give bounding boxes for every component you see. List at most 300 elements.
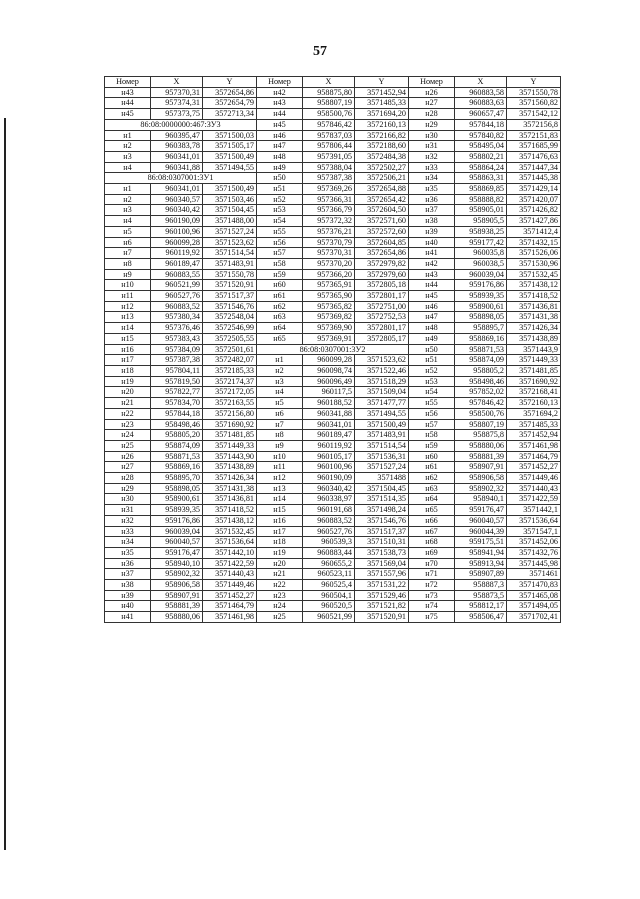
y-coordinate-cell: 3571523,62 — [355, 355, 409, 366]
point-number-cell: н55 — [257, 226, 303, 237]
point-number-cell: н23 — [105, 419, 151, 430]
x-coordinate-cell: 960883,63 — [455, 98, 507, 109]
y-coordinate-cell: 3571449,33 — [203, 440, 257, 451]
x-coordinate-cell: 960099,28 — [303, 355, 355, 366]
x-coordinate-cell: 958907,91 — [455, 462, 507, 473]
margin-line — [4, 118, 6, 850]
x-coordinate-cell: 958941,94 — [455, 547, 507, 558]
y-coordinate-cell: 3571531,22 — [355, 580, 409, 591]
x-coordinate-cell: 960527,76 — [303, 526, 355, 537]
point-number-cell: н43 — [257, 98, 303, 109]
x-coordinate-cell: 958905,01 — [455, 205, 507, 216]
point-number-cell: н50 — [409, 344, 455, 355]
point-number-cell: н62 — [409, 473, 455, 484]
point-number-cell: н44 — [409, 280, 455, 291]
point-number-cell: н38 — [105, 580, 151, 591]
table-row — [105, 398, 561, 409]
table-row — [105, 323, 561, 334]
point-number-cell: н46 — [409, 301, 455, 312]
point-number-cell: н13 — [257, 483, 303, 494]
table-row — [105, 590, 561, 601]
point-number-cell: н65 — [409, 505, 455, 516]
y-coordinate-cell: 3572160,13 — [507, 398, 561, 409]
point-number-cell: н49 — [257, 162, 303, 173]
table-row — [105, 344, 561, 355]
y-coordinate-cell: 3571690,92 — [507, 376, 561, 387]
y-coordinate-cell: 3571557,96 — [355, 569, 409, 580]
point-number-cell: н11 — [105, 291, 151, 302]
y-coordinate-cell: 3571498,24 — [355, 505, 409, 516]
x-coordinate-cell: 960190,09 — [151, 216, 203, 227]
y-coordinate-cell: 3572156,80 — [203, 408, 257, 419]
point-number-cell: н18 — [257, 537, 303, 548]
x-coordinate-cell: 958913,94 — [455, 558, 507, 569]
point-number-cell: н36 — [409, 194, 455, 205]
x-coordinate-cell: 960340,42 — [151, 205, 203, 216]
y-coordinate-cell: 3571532,45 — [203, 526, 257, 537]
y-coordinate-cell: 3571488,00 — [203, 216, 257, 227]
table-row — [105, 205, 561, 216]
x-coordinate-cell: 957819,50 — [151, 376, 203, 387]
x-coordinate-cell: 960521,99 — [151, 280, 203, 291]
point-number-cell: н16 — [105, 344, 151, 355]
point-number-cell: н70 — [409, 558, 455, 569]
y-coordinate-cell: 3571442,10 — [203, 547, 257, 558]
x-coordinate-cell: 958875,8 — [455, 430, 507, 441]
x-coordinate-cell: 960040,57 — [455, 515, 507, 526]
point-number-cell: н18 — [105, 365, 151, 376]
point-number-cell: н45 — [105, 109, 151, 120]
x-coordinate-cell: 958907,89 — [455, 569, 507, 580]
point-number-cell: н6 — [105, 237, 151, 248]
y-coordinate-cell: 3571483,91 — [203, 258, 257, 269]
point-number-cell: н13 — [105, 312, 151, 323]
x-coordinate-cell: 960096,49 — [303, 376, 355, 387]
y-coordinate-cell: 3571503,46 — [203, 194, 257, 205]
y-coordinate-cell: 3572168,41 — [507, 387, 561, 398]
point-number-cell: н54 — [257, 216, 303, 227]
x-coordinate-cell: 958938,25 — [455, 226, 507, 237]
y-coordinate-cell: 3571520,91 — [355, 612, 409, 623]
point-number-cell: н34 — [409, 173, 455, 184]
point-number-cell: н21 — [257, 569, 303, 580]
table-row — [105, 162, 561, 173]
y-coordinate-cell: 3572506,21 — [355, 173, 409, 184]
table-row — [105, 569, 561, 580]
x-coordinate-cell: 960340,42 — [303, 483, 355, 494]
point-number-cell: н39 — [105, 590, 151, 601]
x-coordinate-cell: 958906,58 — [151, 580, 203, 591]
y-coordinate-cell: 3572185,33 — [203, 365, 257, 376]
header-x-2: X — [303, 77, 355, 88]
x-coordinate-cell: 958495,04 — [455, 141, 507, 152]
y-coordinate-cell: 3571449,46 — [203, 580, 257, 591]
y-coordinate-cell: 3572654,88 — [355, 184, 409, 195]
x-coordinate-cell: 960188,52 — [303, 398, 355, 409]
x-coordinate-cell: 959176,86 — [151, 515, 203, 526]
x-coordinate-cell: 958888,82 — [455, 194, 507, 205]
y-coordinate-cell: 3571461,98 — [507, 440, 561, 451]
header-number-2: Номер — [257, 77, 303, 88]
point-number-cell: н22 — [257, 580, 303, 591]
table-row — [105, 365, 561, 376]
point-number-cell: н10 — [105, 280, 151, 291]
point-number-cell: н28 — [105, 473, 151, 484]
y-coordinate-cell: 3571560,82 — [507, 98, 561, 109]
point-number-cell: н30 — [409, 130, 455, 141]
y-coordinate-cell: 3571538,73 — [355, 547, 409, 558]
x-coordinate-cell: 957840,82 — [455, 130, 507, 141]
y-coordinate-cell: 3571452,94 — [355, 87, 409, 98]
x-coordinate-cell: 957366,20 — [303, 269, 355, 280]
x-coordinate-cell: 957369,91 — [303, 333, 355, 344]
x-coordinate-cell: 958871,53 — [455, 344, 507, 355]
table-row — [105, 526, 561, 537]
point-number-cell: н20 — [257, 558, 303, 569]
y-coordinate-cell: 3572752,53 — [355, 312, 409, 323]
point-number-cell: н66 — [409, 515, 455, 526]
coordinates-table — [104, 76, 561, 623]
x-coordinate-cell: 960883,58 — [455, 87, 507, 98]
y-coordinate-cell: 3572654,86 — [355, 248, 409, 259]
y-coordinate-cell: 3571546,76 — [355, 515, 409, 526]
y-coordinate-cell: 3571514,35 — [355, 494, 409, 505]
table-row — [105, 141, 561, 152]
x-coordinate-cell: 957370,31 — [303, 248, 355, 259]
header-y-3: Y — [507, 77, 561, 88]
table-body — [105, 87, 561, 622]
y-coordinate-cell: 3571438,89 — [507, 333, 561, 344]
table-row — [105, 301, 561, 312]
y-coordinate-cell: 3572482,07 — [203, 355, 257, 366]
y-coordinate-cell: 3571488 — [355, 473, 409, 484]
point-number-cell: н34 — [105, 537, 151, 548]
y-coordinate-cell: 3572163,55 — [203, 398, 257, 409]
point-number-cell: н24 — [105, 430, 151, 441]
y-coordinate-cell: 3572572,60 — [355, 226, 409, 237]
y-coordinate-cell: 3571514,54 — [203, 248, 257, 259]
x-coordinate-cell: 957384,09 — [151, 344, 203, 355]
parcel-header-cell: 86:08:0307001:3У1 — [105, 173, 257, 184]
y-coordinate-cell: 3571536,64 — [507, 515, 561, 526]
table-row — [105, 612, 561, 623]
x-coordinate-cell: 958900,61 — [151, 494, 203, 505]
x-coordinate-cell: 960038,5 — [455, 258, 507, 269]
x-coordinate-cell: 958864,24 — [455, 162, 507, 173]
point-number-cell: н45 — [257, 119, 303, 130]
point-number-cell: н64 — [257, 323, 303, 334]
x-coordinate-cell: 960105,17 — [303, 451, 355, 462]
x-coordinate-cell: 958939,35 — [151, 505, 203, 516]
y-coordinate-cell: 3571518,29 — [355, 376, 409, 387]
x-coordinate-cell: 958875,80 — [303, 87, 355, 98]
point-number-cell: н39 — [409, 226, 455, 237]
y-coordinate-cell: 3571485,33 — [507, 419, 561, 430]
point-number-cell: н36 — [105, 558, 151, 569]
point-number-cell: н19 — [257, 547, 303, 558]
point-number-cell: н29 — [105, 483, 151, 494]
y-coordinate-cell: 3571449,46 — [507, 473, 561, 484]
x-coordinate-cell: 960341,88 — [151, 162, 203, 173]
point-number-cell: н3 — [105, 205, 151, 216]
x-coordinate-cell: 957834,70 — [151, 398, 203, 409]
point-number-cell: н38 — [409, 216, 455, 227]
x-coordinate-cell: 958880,06 — [455, 440, 507, 451]
x-coordinate-cell: 960341,88 — [303, 408, 355, 419]
x-coordinate-cell: 957370,20 — [303, 258, 355, 269]
y-coordinate-cell: 3571438,12 — [507, 280, 561, 291]
y-coordinate-cell: 3571481,85 — [203, 430, 257, 441]
point-number-cell: н64 — [409, 494, 455, 505]
y-coordinate-cell: 3571546,76 — [203, 301, 257, 312]
point-number-cell: н37 — [105, 569, 151, 580]
point-number-cell: н15 — [105, 333, 151, 344]
table-row — [105, 547, 561, 558]
header-number-3: Номер — [409, 77, 455, 88]
y-coordinate-cell: 3572188,60 — [355, 141, 409, 152]
x-coordinate-cell: 958506,47 — [455, 612, 507, 623]
x-coordinate-cell: 960539,3 — [303, 537, 355, 548]
x-coordinate-cell: 960040,57 — [151, 537, 203, 548]
y-coordinate-cell: 3572604,50 — [355, 205, 409, 216]
x-coordinate-cell: 957369,90 — [303, 323, 355, 334]
x-coordinate-cell: 960119,92 — [303, 440, 355, 451]
y-coordinate-cell: 3571500,49 — [203, 151, 257, 162]
y-coordinate-cell: 3572501,61 — [203, 344, 257, 355]
x-coordinate-cell: 957822,77 — [151, 387, 203, 398]
y-coordinate-cell: 3572713,34 — [203, 109, 257, 120]
point-number-cell: н52 — [409, 365, 455, 376]
point-number-cell: н43 — [105, 87, 151, 98]
y-coordinate-cell: 3571530,96 — [507, 258, 561, 269]
point-number-cell: н51 — [409, 355, 455, 366]
point-number-cell: н50 — [257, 173, 303, 184]
x-coordinate-cell: 958940,10 — [151, 558, 203, 569]
point-number-cell: н54 — [409, 387, 455, 398]
y-coordinate-cell: 3571547,1 — [507, 526, 561, 537]
table-row — [105, 419, 561, 430]
y-coordinate-cell: 3571520,91 — [203, 280, 257, 291]
y-coordinate-cell: 3571422,59 — [507, 494, 561, 505]
table-row — [105, 98, 561, 109]
x-coordinate-cell: 958802,21 — [455, 151, 507, 162]
point-number-cell: н53 — [257, 205, 303, 216]
y-coordinate-cell: 3571477,77 — [355, 398, 409, 409]
y-coordinate-cell: 3571526,06 — [507, 248, 561, 259]
point-number-cell: н57 — [257, 248, 303, 259]
y-coordinate-cell: 3572160,13 — [355, 119, 409, 130]
x-coordinate-cell: 960190,09 — [303, 473, 355, 484]
x-coordinate-cell: 959176,47 — [455, 505, 507, 516]
y-coordinate-cell: 3571442,1 — [507, 505, 561, 516]
x-coordinate-cell: 957387,38 — [303, 173, 355, 184]
point-number-cell: н8 — [105, 258, 151, 269]
table-row — [105, 173, 561, 184]
y-coordinate-cell: 3571521,82 — [355, 601, 409, 612]
y-coordinate-cell: 3571522,46 — [355, 365, 409, 376]
y-coordinate-cell: 3571542,12 — [507, 109, 561, 120]
x-coordinate-cell: 957365,90 — [303, 291, 355, 302]
parcel-header-cell: 86:08:0307001:3У2 — [257, 344, 409, 355]
x-coordinate-cell: 958869,16 — [151, 462, 203, 473]
point-number-cell: н10 — [257, 451, 303, 462]
y-coordinate-cell: 3571550,78 — [507, 87, 561, 98]
point-number-cell: н67 — [409, 526, 455, 537]
x-coordinate-cell: 960340,57 — [151, 194, 203, 205]
table-row — [105, 216, 561, 227]
y-coordinate-cell: 3572571,60 — [355, 216, 409, 227]
y-coordinate-cell: 3572751,00 — [355, 301, 409, 312]
point-number-cell: н2 — [105, 194, 151, 205]
point-number-cell: н68 — [409, 537, 455, 548]
x-coordinate-cell: 957370,79 — [303, 237, 355, 248]
point-number-cell: н19 — [105, 376, 151, 387]
table-row — [105, 451, 561, 462]
x-coordinate-cell: 957804,11 — [151, 365, 203, 376]
y-coordinate-cell: 3571436,81 — [507, 301, 561, 312]
x-coordinate-cell: 958807,19 — [303, 98, 355, 109]
y-coordinate-cell: 3571445,38 — [507, 173, 561, 184]
header-x-1: X — [151, 77, 203, 88]
table-row — [105, 440, 561, 451]
table-row — [105, 119, 561, 130]
point-number-cell: н63 — [257, 312, 303, 323]
y-coordinate-cell: 3571536,64 — [203, 537, 257, 548]
point-number-cell: н40 — [409, 237, 455, 248]
point-number-cell: н32 — [409, 151, 455, 162]
point-number-cell: н2 — [257, 365, 303, 376]
point-number-cell: н61 — [409, 462, 455, 473]
x-coordinate-cell: 957374,31 — [151, 98, 203, 109]
point-number-cell: н7 — [105, 248, 151, 259]
point-number-cell: н48 — [409, 323, 455, 334]
point-number-cell: н65 — [257, 333, 303, 344]
x-coordinate-cell: 958881,39 — [151, 601, 203, 612]
x-coordinate-cell: 958874,09 — [151, 440, 203, 451]
y-coordinate-cell: 3571527,24 — [355, 462, 409, 473]
y-coordinate-cell: 3571464,79 — [203, 601, 257, 612]
table-row — [105, 494, 561, 505]
y-coordinate-cell: 3572654,79 — [203, 98, 257, 109]
x-coordinate-cell: 957844,18 — [151, 408, 203, 419]
x-coordinate-cell: 957391,05 — [303, 151, 355, 162]
point-number-cell: н52 — [257, 194, 303, 205]
point-number-cell: н1 — [105, 184, 151, 195]
x-coordinate-cell: 958907,91 — [151, 590, 203, 601]
point-number-cell: н29 — [409, 119, 455, 130]
y-coordinate-cell: 3571485,33 — [355, 98, 409, 109]
point-number-cell: н42 — [257, 87, 303, 98]
table-row — [105, 376, 561, 387]
x-coordinate-cell: 960191,68 — [303, 505, 355, 516]
y-coordinate-cell: 3571510,31 — [355, 537, 409, 548]
y-coordinate-cell: 3571420,07 — [507, 194, 561, 205]
x-coordinate-cell: 960341,01 — [303, 419, 355, 430]
point-number-cell: н24 — [257, 601, 303, 612]
y-coordinate-cell: 3571447,34 — [507, 162, 561, 173]
x-coordinate-cell: 958498,46 — [455, 376, 507, 387]
point-number-cell: н44 — [257, 109, 303, 120]
y-coordinate-cell: 3571481,85 — [507, 365, 561, 376]
table-row — [105, 312, 561, 323]
x-coordinate-cell: 958902,32 — [455, 483, 507, 494]
point-number-cell: н57 — [409, 419, 455, 430]
point-number-cell: н47 — [409, 312, 455, 323]
point-number-cell: н14 — [257, 494, 303, 505]
table-row — [105, 430, 561, 441]
x-coordinate-cell: 957369,82 — [303, 312, 355, 323]
point-number-cell: н56 — [257, 237, 303, 248]
y-coordinate-cell: 3571569,04 — [355, 558, 409, 569]
y-coordinate-cell: 3571529,46 — [355, 590, 409, 601]
y-coordinate-cell: 3572502,27 — [355, 162, 409, 173]
header-x-3: X — [455, 77, 507, 88]
x-coordinate-cell: 957844,18 — [455, 119, 507, 130]
point-number-cell: н62 — [257, 301, 303, 312]
point-number-cell: н16 — [257, 515, 303, 526]
x-coordinate-cell: 960383,78 — [151, 141, 203, 152]
point-number-cell: н4 — [257, 387, 303, 398]
x-coordinate-cell: 960527,76 — [151, 291, 203, 302]
table-row — [105, 269, 561, 280]
x-coordinate-cell: 960100,96 — [151, 226, 203, 237]
x-coordinate-cell: 958874,09 — [455, 355, 507, 366]
x-coordinate-cell: 958895,7 — [455, 323, 507, 334]
point-number-cell: н49 — [409, 333, 455, 344]
y-coordinate-cell: 3571426,82 — [507, 205, 561, 216]
x-coordinate-cell: 960883,52 — [151, 301, 203, 312]
parcel-header-cell: 86:08:0000000:467:ЗУ3 — [105, 119, 257, 130]
point-number-cell: н73 — [409, 590, 455, 601]
y-coordinate-cell: 3571470,83 — [507, 580, 561, 591]
point-number-cell: н26 — [105, 451, 151, 462]
y-coordinate-cell: 3572505,55 — [203, 333, 257, 344]
y-coordinate-cell: 3571431,38 — [507, 312, 561, 323]
y-coordinate-cell: 3571500,03 — [203, 130, 257, 141]
page-number: 57 — [313, 44, 327, 59]
y-coordinate-cell: 3571431,38 — [203, 483, 257, 494]
table-row — [105, 109, 561, 120]
table-row — [105, 537, 561, 548]
y-coordinate-cell: 3571505,17 — [203, 141, 257, 152]
point-number-cell: н41 — [409, 248, 455, 259]
x-coordinate-cell: 958498,46 — [151, 419, 203, 430]
x-coordinate-cell: 958805,20 — [151, 430, 203, 441]
y-coordinate-cell: 3571452,06 — [507, 537, 561, 548]
x-coordinate-cell: 960098,74 — [303, 365, 355, 376]
y-coordinate-cell: 3571426,34 — [203, 473, 257, 484]
x-coordinate-cell: 957366,31 — [303, 194, 355, 205]
x-coordinate-cell: 957365,91 — [303, 280, 355, 291]
x-coordinate-cell: 960039,04 — [151, 526, 203, 537]
y-coordinate-cell: 3571412,4 — [507, 226, 561, 237]
y-coordinate-cell: 3571702,41 — [507, 612, 561, 623]
y-coordinate-cell: 3571443,9 — [507, 344, 561, 355]
x-coordinate-cell: 957387,38 — [151, 355, 203, 366]
y-coordinate-cell: 3571443,90 — [203, 451, 257, 462]
y-coordinate-cell: 3571483,91 — [355, 430, 409, 441]
point-number-cell: н58 — [257, 258, 303, 269]
x-coordinate-cell: 959176,86 — [455, 280, 507, 291]
point-number-cell: н14 — [105, 323, 151, 334]
x-coordinate-cell: 957376,21 — [303, 226, 355, 237]
y-coordinate-cell: 3571445,98 — [507, 558, 561, 569]
table-row — [105, 408, 561, 419]
x-coordinate-cell: 960521,99 — [303, 612, 355, 623]
x-coordinate-cell: 958500,76 — [455, 408, 507, 419]
x-coordinate-cell: 958869,16 — [455, 333, 507, 344]
y-coordinate-cell: 3572604,85 — [355, 237, 409, 248]
